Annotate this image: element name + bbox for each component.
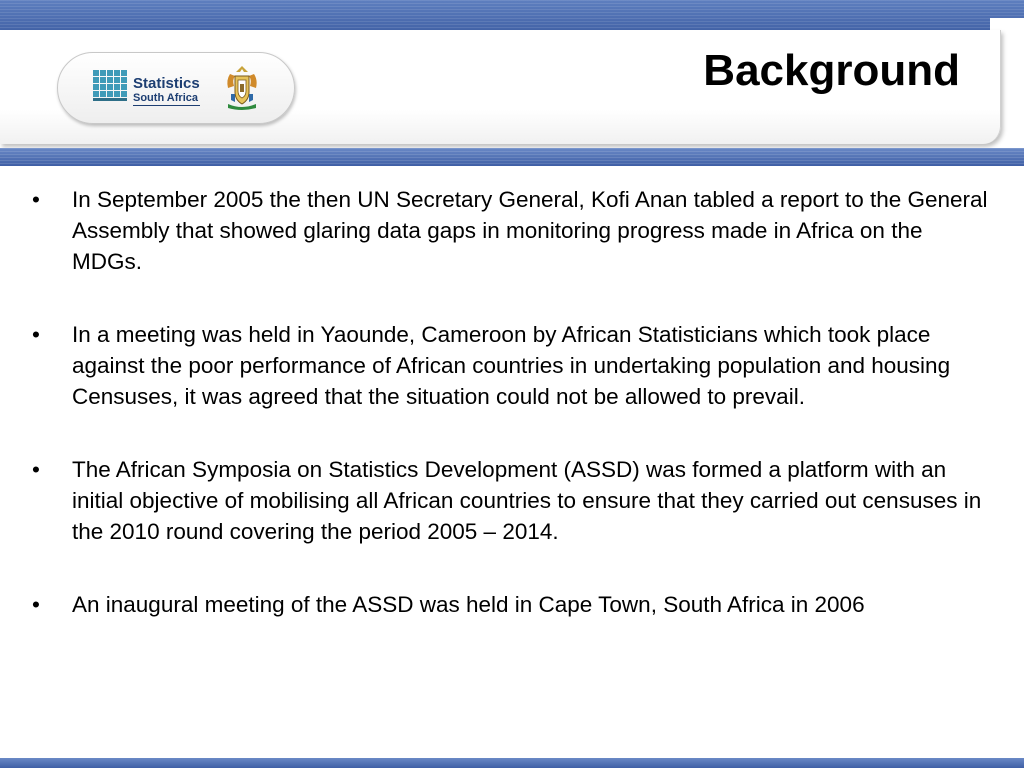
- bullet-marker: •: [32, 592, 40, 617]
- stats-sa-grid-icon: [93, 70, 127, 104]
- bullet-text: In September 2005 the then UN Secretary General, Kofi Anan tabled a report to the General Assembly that showed glaring data gaps in monitoring progress made in Africa on the MDGs.: [72, 187, 988, 274]
- bullet-list: [30, 184, 994, 662]
- bullet-marker: •: [32, 322, 40, 347]
- bullet-text: The African Symposia on Statistics Development (ASSD) was formed a platform with an initial objective of mobilising all African countries to ensure that they carried out censuses in the 2010 round covering the period 2005 – 2014.: [72, 457, 982, 544]
- logo-wordmark: [133, 76, 200, 106]
- bullet-item: [30, 184, 994, 277]
- page-title: Background: [703, 46, 960, 95]
- logo-line-1: Statistics: [133, 75, 200, 92]
- bullet-item: [30, 454, 994, 547]
- bullet-item: [30, 589, 994, 620]
- bottom-band: [0, 758, 1024, 768]
- bullet-text: In a meeting was held in Yaounde, Cameroon by African Statisticians which took place against the poor performance of African countries in undertaking population and housing Censuses, it was agreed that the situation could not be allowed to prevail.: [72, 322, 951, 409]
- divider-band: [0, 148, 1024, 166]
- bullet-marker: •: [32, 457, 40, 482]
- bullet-text: An inaugural meeting of the ASSD was held in Cape Town, South Africa in 2006: [72, 592, 865, 617]
- bullet-marker: •: [32, 187, 40, 212]
- coat-of-arms-icon: [222, 64, 262, 112]
- bullet-item: [30, 319, 994, 412]
- top-band: [0, 0, 1024, 30]
- logo-line-2: South Africa: [133, 92, 198, 104]
